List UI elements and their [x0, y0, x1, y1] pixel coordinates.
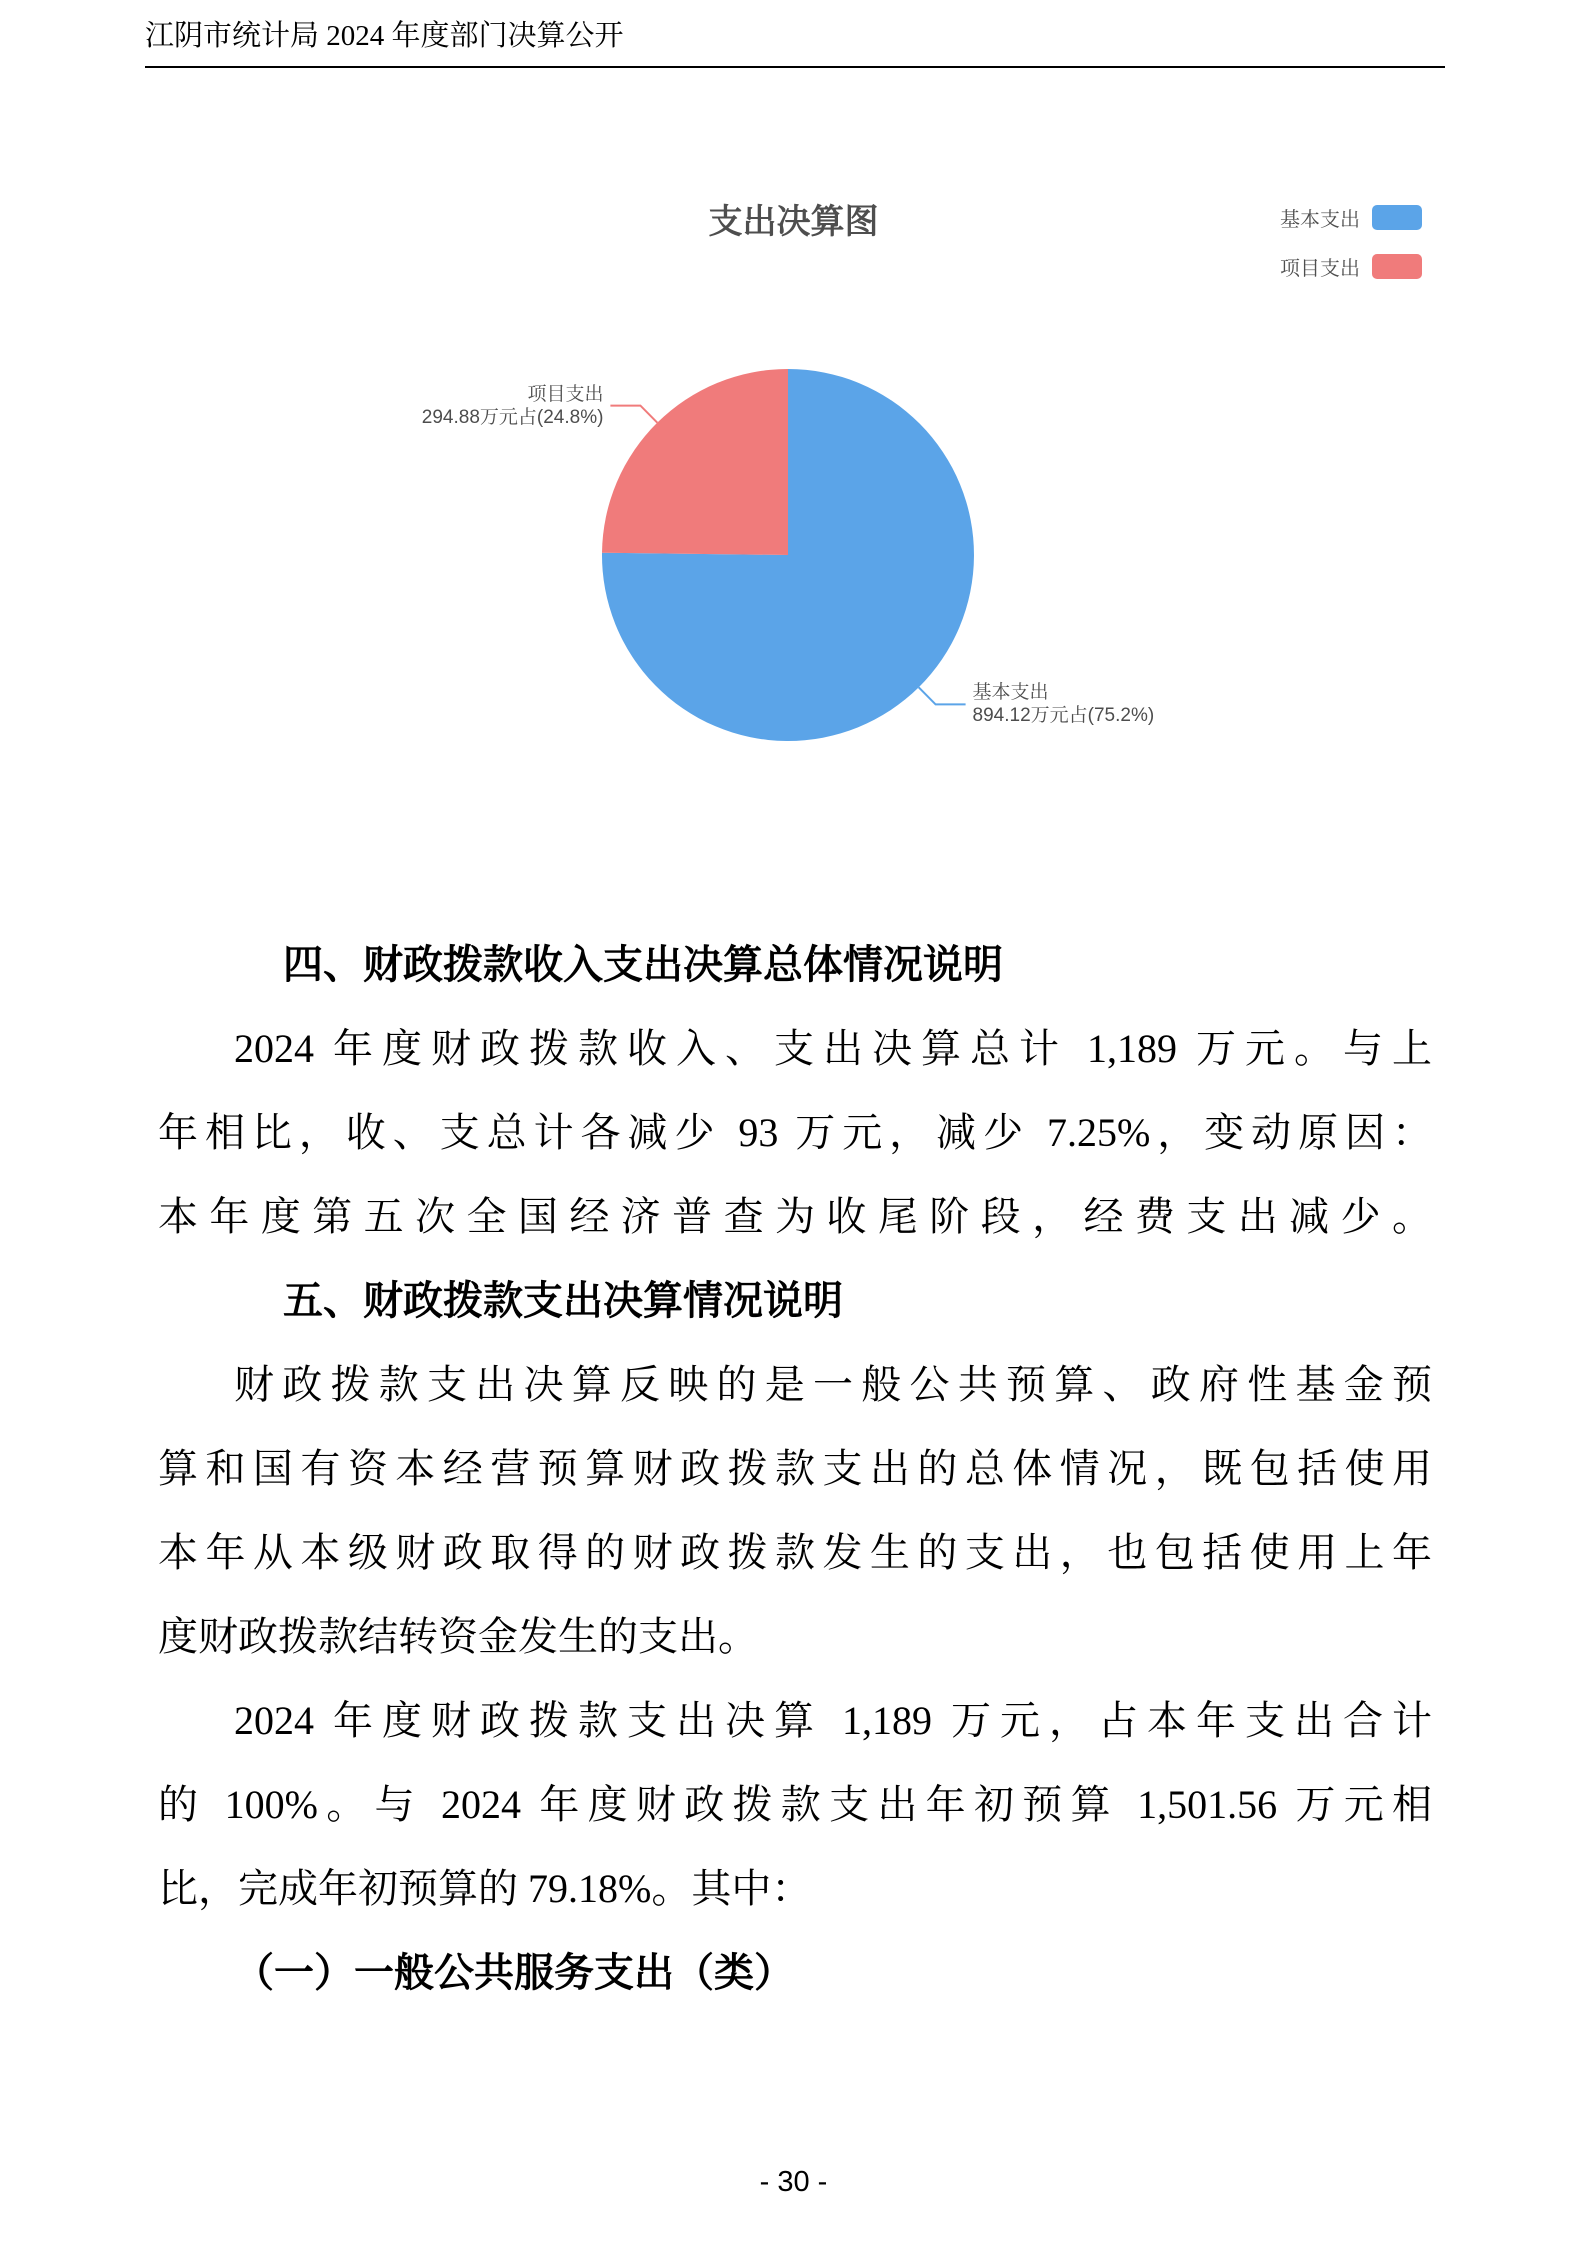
header-title: 江阴市统计局 2024 年度部门决算公开 — [145, 20, 624, 52]
document-line: 2024 年度财政拨款收入、支出决算总计 1,189 万元。与上 — [234, 1026, 1432, 1071]
document-line: 财政拨款支出决算反映的是一般公共预算、政府性基金预 — [234, 1362, 1432, 1407]
pie-slice-project-expenditure[interactable] — [602, 369, 788, 555]
document-line: 年相比，收、支总计各减少 93 万元，减少 7.25%，变动原因： — [158, 1110, 1432, 1155]
document-line: 2024 年度财政拨款支出决算 1,189 万元，占本年支出合计 — [234, 1698, 1432, 1743]
pie-label-value: 294.88万元占(24.8%) — [421, 406, 604, 428]
pie-label-project-expenditure — [422, 383, 604, 429]
document-line: 比，完成年初预算的 79.18%。其中： — [158, 1866, 812, 1911]
chart-title: 支出决算图 — [708, 203, 879, 241]
pie-label-name: 项目支出 — [527, 383, 604, 405]
label-line-basic-expenditure — [919, 687, 966, 704]
pie-chart-svg — [0, 130, 1587, 810]
document-heading-line: 四、财政拨款收入支出决算总体情况说明 — [283, 942, 1003, 987]
document-body — [158, 923, 1432, 2015]
pie-label-basic-expenditure — [973, 681, 1155, 727]
legend-item-label: 项目支出 — [1280, 258, 1360, 280]
document-line: 度财政拨款结转资金发生的支出。 — [158, 1614, 758, 1659]
page-header — [145, 16, 1445, 68]
document-line: 算和国有资本经营预算财政拨款支出的总体情况，既包括使用 — [158, 1446, 1432, 1491]
label-line-project-expenditure — [610, 406, 657, 423]
page-number: - 30 - — [759, 2166, 828, 2198]
document-line: 本年从本级财政取得的财政拨款发生的支出，也包括使用上年 — [158, 1530, 1432, 1575]
page-footer — [0, 2166, 1587, 2199]
legend-item-label: 基本支出 — [1280, 209, 1360, 231]
pie-label-name: 基本支出 — [972, 682, 1049, 704]
pie-label-value: 894.12万元占(75.2%) — [972, 705, 1155, 727]
document-line: 的 100%。与 2024 年度财政拨款支出年初预算 1,501.56 万元相 — [158, 1782, 1432, 1827]
document-line: 本年度第五次全国经济普查为收尾阶段，经费支出减少。 — [158, 1194, 1432, 1239]
document-heading-line: 五、财政拨款支出决算情况说明 — [283, 1278, 843, 1323]
document-heading-line: （一）一般公共服务支出（类） — [234, 1950, 794, 1995]
